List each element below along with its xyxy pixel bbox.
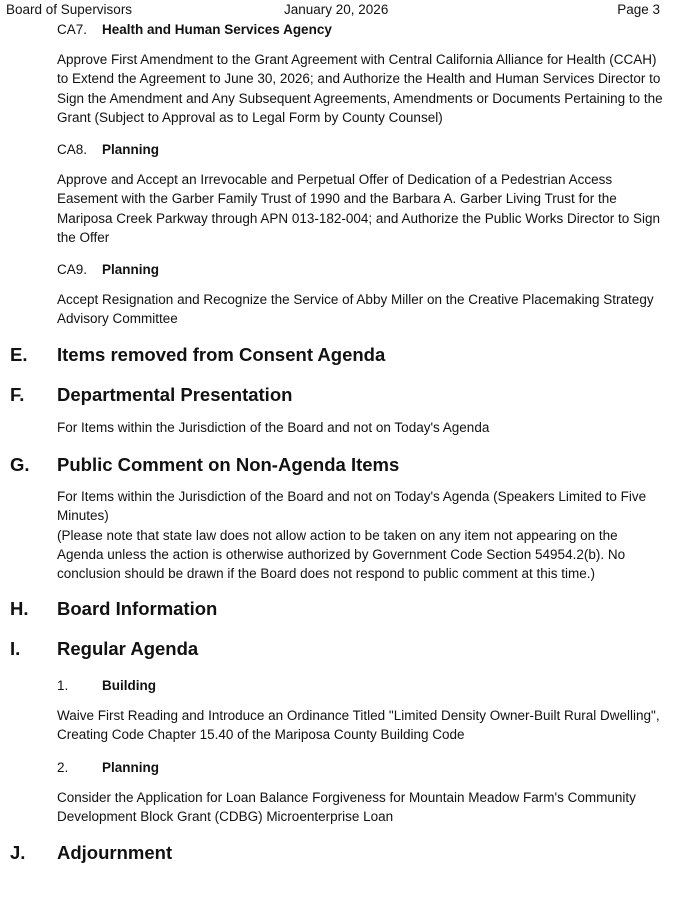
section-g-text-main: For Items within the Jurisdiction of the Board and not on Today's Agenda (Speakers Limited to Five Minutes) (57, 489, 647, 524)
consent-item-ca7-text: Approve First Amendment to the Grant Agreement with Central California Alliance for Health (CCAH) to Extend the Agreement to June 30, 2026; and Authorize the Health and Human Services Director to Sign the Amendment and Any Subsequent Agreements, Amendments or Documents Pertaining to the Grant (Subject to Approval as to Legal Form by County Counsel) (57, 52, 663, 125)
section-i-heading (10, 637, 198, 661)
section-letter: E. (10, 344, 28, 365)
item-number: CA9. (57, 262, 88, 277)
section-letter: I. (10, 638, 21, 659)
section-g-text (57, 487, 667, 583)
item-number: 2. (57, 760, 69, 775)
page-header (0, 0, 680, 20)
section-title: Departmental Presentation (57, 384, 293, 405)
section-letter: J. (10, 842, 26, 863)
item-title: Health and Human Services Agency (102, 22, 332, 37)
item-title: Building (102, 678, 156, 693)
section-title: Adjournment (57, 842, 173, 863)
section-g-heading (10, 453, 399, 477)
item-title: Planning (102, 760, 159, 775)
regular-item-2-text: Consider the Application for Loan Balance Forgiveness for Mountain Meadow Farm's Community Development Block Grant (CDBG) Microenterprise Loan (57, 790, 636, 825)
consent-item-ca9-text: Accept Resignation and Recognize the Service of Abby Miller on the Creative Placemaking Strategy Advisory Committee (57, 292, 654, 327)
header-page-number: Page 3 (617, 2, 660, 17)
section-title: Items removed from Consent Agenda (57, 344, 386, 365)
section-h-heading (10, 597, 217, 621)
consent-item-ca9-heading (57, 260, 159, 280)
section-title: Public Comment on Non-Agenda Items (57, 454, 400, 475)
consent-item-ca8-text: Approve and Accept an Irrevocable and Perpetual Offer of Dedication of a Pedestrian Access Easement with the Garber Family Trust of 1990 and the Barbara A. Garber Living Trust for the Mariposa Creek Parkway through APN 013-182-004; and Authorize the Public Works Director to Sign the Offer (57, 172, 661, 245)
section-g-text-note: (Please note that state law does not allow action to be taken on any item not appearing on the Agenda unless the action is otherwise authorized by Government Code Section 54954.2(b). No conclusion should be drawn if the Board does not respond to public comment at this time.) (57, 527, 626, 582)
item-number: CA8. (57, 142, 88, 157)
section-title: Regular Agenda (57, 638, 199, 659)
section-title: Board Information (57, 598, 218, 619)
section-f-text: For Items within the Jurisdiction of the Board and not on Today's Agenda (57, 420, 490, 435)
section-letter: H. (10, 598, 29, 619)
section-letter: F. (10, 384, 25, 405)
regular-item-2-heading (57, 758, 159, 778)
section-letter: G. (10, 454, 30, 475)
section-e-heading (10, 343, 385, 367)
item-number: 1. (57, 678, 69, 693)
consent-item-ca8-heading (57, 140, 159, 160)
header-board-name: Board of Supervisors (6, 2, 133, 17)
regular-item-1-text: Waive First Reading and Introduce an Ordinance Titled "Limited Density Owner-Built Rural Dwelling", Creating Code Chapter 15.40 of the Mariposa County Building Code (57, 708, 660, 743)
item-title: Planning (102, 262, 159, 277)
regular-item-1-heading (57, 676, 156, 696)
section-j-heading (10, 841, 172, 865)
header-date: January 20, 2026 (284, 2, 389, 17)
item-number: CA7. (57, 22, 88, 37)
consent-item-ca7-heading (57, 20, 332, 40)
item-title: Planning (102, 142, 159, 157)
section-f-heading (10, 383, 292, 407)
